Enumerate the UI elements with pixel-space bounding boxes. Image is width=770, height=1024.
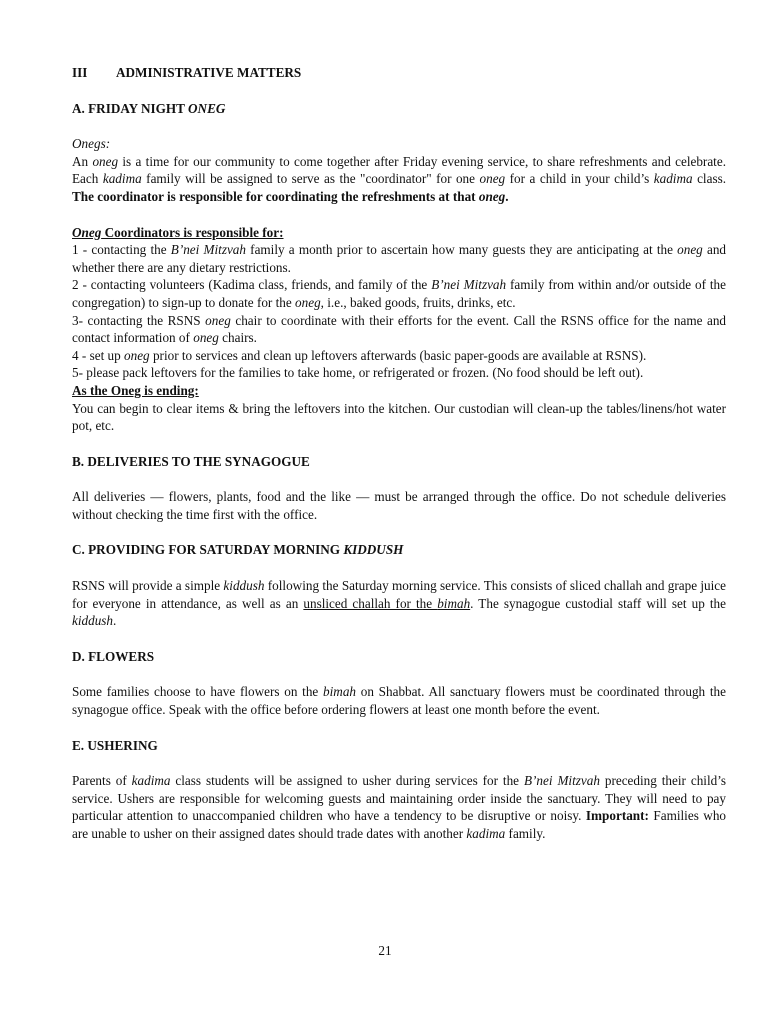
kiddush-text: [72, 577, 726, 630]
list-item: [72, 276, 726, 311]
text-run: is a time for our community to come together after Friday evening service, to share refreshments and celebrate. Each: [72, 153, 726, 187]
text-run: family.: [505, 826, 546, 841]
italic-run: kadima: [466, 826, 506, 841]
text-run: Coordinators is responsible for:: [101, 224, 284, 240]
text-run: chair to coordinate with their efforts for the event. Call the RSNS office for the name and contact information of: [72, 312, 727, 346]
text-run: family a month prior to ascertain how many guests they are anticipating at the: [246, 242, 678, 258]
list-item: 5- please pack leftovers for the families to take home, or refrigerated or frozen. (No food should be left out).: [72, 365, 644, 381]
heading-friday-night-oneg: [72, 100, 726, 118]
text-run: family from within and/or outside of the congregation) to sign-up to donate for the: [72, 277, 726, 310]
roman-numeral: III: [72, 65, 88, 80]
text-run: chairs.: [218, 330, 257, 346]
italic-run: bimah: [323, 684, 356, 700]
italic-run: oneg: [205, 312, 231, 328]
italic-run: kiddush: [223, 578, 265, 594]
italic-run: B’nei Mitzvah: [431, 277, 507, 293]
text-run: An: [72, 153, 93, 169]
italic-run: oneg: [677, 242, 703, 258]
text-run: family will be assigned to serve as the "coordinator" for one: [141, 171, 480, 187]
heading-text: A. FRIDAY NIGHT: [72, 100, 189, 116]
list-item: [72, 241, 726, 276]
italic-run: oneg: [92, 153, 119, 169]
flowers-text: [72, 683, 726, 718]
italic-run: oneg: [124, 347, 150, 363]
italic-run: oneg: [193, 330, 219, 346]
text-run: preceding their child’s service. Ushers are responsible for welcoming guests and maintaining order inside the sanctuary. They will need to pay particular attention to unaccompanied children who have a tendency to be disruptive or noisy.: [72, 773, 727, 824]
text-run: 1 - contacting the: [72, 242, 171, 258]
text-run: , i.e., baked goods, fruits, drinks, etc.: [320, 294, 516, 310]
text-run: Families who are unable to usher on their assigned dates should trade dates with another: [72, 808, 727, 841]
text-run: . The synagogue custodial staff will set up the: [470, 595, 727, 611]
text-run: class.: [692, 171, 727, 187]
deliveries-text: All deliveries — flowers, plants, food and the like — must be arranged through the office. Do not schedule deliveries without checking the time first with the office.: [72, 489, 726, 522]
heading-ushering: E. USHERING: [72, 737, 158, 753]
italic-run: B’nei Mitzvah: [170, 242, 246, 258]
italic-run: oneg: [295, 294, 321, 310]
text-run: Parents of: [72, 773, 132, 789]
italic-run: B’nei Mitzvah: [523, 773, 600, 789]
text-run: prior to services and clean up leftovers afterwards (basic paper-goods are available at RSNS).: [149, 347, 647, 363]
text-run: 3- contacting the RSNS: [72, 312, 206, 328]
text-run: on Shabbat. All sanctuary flowers must be coordinated through the synagogue office. Speak with the office before ordering flowers at least one month before the event.: [72, 684, 727, 718]
bold-run: Important:: [585, 808, 649, 824]
text-run: class students will be assigned to usher during services for the: [170, 773, 524, 789]
italic-run: kiddush: [72, 613, 114, 629]
section-heading-administrative: [72, 64, 726, 82]
text-run: .: [113, 613, 117, 629]
text-run: Some families choose to have flowers on the: [72, 684, 324, 700]
text-run: and whether there are any dietary restrictions.: [72, 242, 727, 275]
heading-flowers: D. FLOWERS: [72, 648, 155, 664]
onegs-subhead: [72, 135, 726, 153]
text-run: 4 - set up: [72, 347, 125, 363]
heading-text: C. PROVIDING FOR SATURDAY MORNING: [72, 542, 344, 558]
italic-run: kadima: [653, 171, 693, 187]
heading-kiddush: [72, 541, 726, 559]
text-run: RSNS will provide a simple: [72, 578, 224, 594]
oneg-description: [72, 153, 726, 206]
text-run: following the Saturday morning service. This consists of sliced challah and grape juice for everyone in attendance, as well as an: [72, 578, 726, 611]
document-page: [72, 64, 726, 843]
heading-italic: ONEG: [188, 100, 226, 116]
underlined-run: [303, 596, 470, 611]
italic-run: kadima: [131, 773, 171, 789]
ushering-text: [72, 772, 726, 842]
heading-italic: KIDDUSH: [343, 542, 404, 558]
italic-run: Oneg: [72, 224, 102, 240]
subhead-text: Onegs:: [72, 136, 111, 152]
coordinators-heading: [72, 224, 726, 242]
heading-deliveries: B. DELIVERIES TO THE SYNAGOGUE: [72, 453, 310, 469]
oneg-ending-text: You can begin to clear items & bring the leftovers into the kitchen. Our custodian will clean-up the tables/linens/hot water pot, etc.: [72, 400, 726, 434]
oneg-ending-heading: As the Oneg is ending:: [72, 382, 199, 398]
bold-run: .: [505, 188, 509, 204]
list-item: [72, 347, 726, 365]
italic-run: oneg: [479, 171, 506, 187]
italic-run: kadima: [102, 171, 142, 187]
text-run: 2 - contacting volunteers (Kadima class, friends, and family of the: [72, 277, 432, 293]
list-item: [72, 312, 726, 347]
bold-italic-run: oneg: [478, 188, 506, 204]
bold-run: The coordinator is responsible for coordinating the refreshments at that: [72, 188, 479, 204]
page-number: 21: [378, 943, 392, 958]
text-run: for a child in your child’s: [505, 171, 654, 187]
text-run: unsliced challah for the: [303, 595, 438, 611]
section-title: ADMINISTRATIVE MATTERS: [116, 65, 302, 80]
italic-run: bimah: [437, 595, 471, 611]
